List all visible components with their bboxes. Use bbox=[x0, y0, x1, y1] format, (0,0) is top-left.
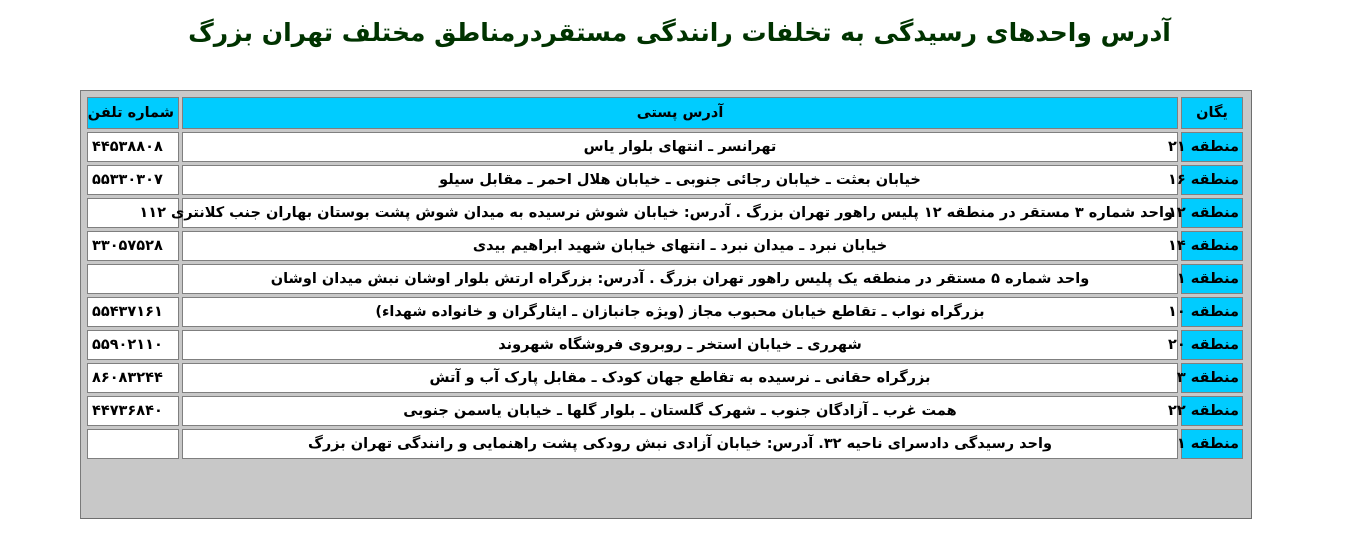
table-row bbox=[87, 363, 1243, 393]
phone-cell: ۵۵۴۳۷۱۶۱ bbox=[87, 297, 179, 327]
unit-cell: منطقه ۲۱ bbox=[1181, 132, 1243, 162]
phone-cell: ۴۴۷۳۶۸۴۰ bbox=[87, 396, 179, 426]
unit-cell: منطقه ۱ bbox=[1181, 429, 1243, 459]
unit-cell: منطقه ۲۰ bbox=[1181, 330, 1243, 360]
phone-cell: ۵۵۹۰۲۱۱۰ bbox=[87, 330, 179, 360]
table-row bbox=[87, 429, 1243, 459]
address-cell: همت غرب ـ آزادگان جنوب ـ شهرک گلستان ـ بلوار گلها ـ خیابان یاسمن جنوبی bbox=[182, 396, 1178, 426]
page-title: آدرس واحدهای رسیدگی به تخلفات رانندگی مستقردرمناطق مختلف تهران بزرگ bbox=[188, 18, 1171, 47]
unit-cell: منطقه ۳ bbox=[1181, 363, 1243, 393]
address-cell: بزرگراه نواب ـ تقاطع خیابان محبوب مجاز (ویژه جانبازان ـ ایثارگران و خانواده شهداء) bbox=[182, 297, 1178, 327]
table-header-row bbox=[87, 97, 1243, 129]
table-row bbox=[87, 132, 1243, 162]
phone-cell bbox=[87, 429, 179, 459]
unit-cell: منطقه ۱۰ bbox=[1181, 297, 1243, 327]
table-row bbox=[87, 396, 1243, 426]
unit-cell: منطقه ۲۲ bbox=[1181, 396, 1243, 426]
address-cell: خیابان نبرد ـ میدان نبرد ـ انتهای خیابان شهید ابراهیم بیدی bbox=[182, 231, 1178, 261]
phone-cell: ۴۴۵۳۸۸۰۸ bbox=[87, 132, 179, 162]
address-cell: شهرری ـ خیابان استخر ـ روبروی فروشگاه شهروند bbox=[182, 330, 1178, 360]
unit-cell: منطقه ۱۶ bbox=[1181, 165, 1243, 195]
address-cell: واحد شماره ۵ مستقر در منطقه یک پلیس راهور تهران بزرگ . آدرس: بزرگراه ارتش بلوار اوشان نبش میدان اوشان bbox=[182, 264, 1178, 294]
table-row bbox=[87, 330, 1243, 360]
phone-cell: ۳۳۰۵۷۵۲۸ bbox=[87, 231, 179, 261]
address-cell: واحد شماره ۳ مستقر در منطقه ۱۲ پلیس راهور تهران بزرگ . آدرس: خیابان شوش نرسیده به میدان شوش پشت بوستان بهاران جنب کلانتری ۱۱۲ bbox=[182, 198, 1178, 228]
address-cell: خیابان بعثت ـ خیابان رجائی جنوبی ـ خیابان هلال احمر ـ مقابل سیلو bbox=[182, 165, 1178, 195]
header-address: آدرس پستی bbox=[182, 97, 1178, 129]
address-table-frame bbox=[80, 90, 1252, 519]
unit-cell: منطقه ۱ bbox=[1181, 264, 1243, 294]
address-cell: بزرگراه حقانی ـ نرسیده به تقاطع جهان کودک ـ مقابل پارک آب و آتش bbox=[182, 363, 1178, 393]
phone-cell bbox=[87, 264, 179, 294]
table-row bbox=[87, 231, 1243, 261]
phone-cell: ۵۵۳۳۰۳۰۷ bbox=[87, 165, 179, 195]
table-row bbox=[87, 198, 1243, 228]
address-cell: تهرانسر ـ انتهای بلوار یاس bbox=[182, 132, 1178, 162]
header-phone: شماره تلفن bbox=[87, 97, 179, 129]
address-table bbox=[84, 94, 1246, 462]
unit-cell: منطقه ۱۴ bbox=[1181, 231, 1243, 261]
unit-cell: منطقه ۱۲ bbox=[1181, 198, 1243, 228]
table-row bbox=[87, 264, 1243, 294]
table-row bbox=[87, 165, 1243, 195]
address-cell: واحد رسیدگی دادسرای ناحیه ۳۲. آدرس: خیابان آزادی نبش رودکی پشت راهنمایی و رانندگی تهران بزرگ bbox=[182, 429, 1178, 459]
header-unit: یگان bbox=[1181, 97, 1243, 129]
phone-cell: ۸۶۰۸۳۲۴۴ bbox=[87, 363, 179, 393]
table-row bbox=[87, 297, 1243, 327]
